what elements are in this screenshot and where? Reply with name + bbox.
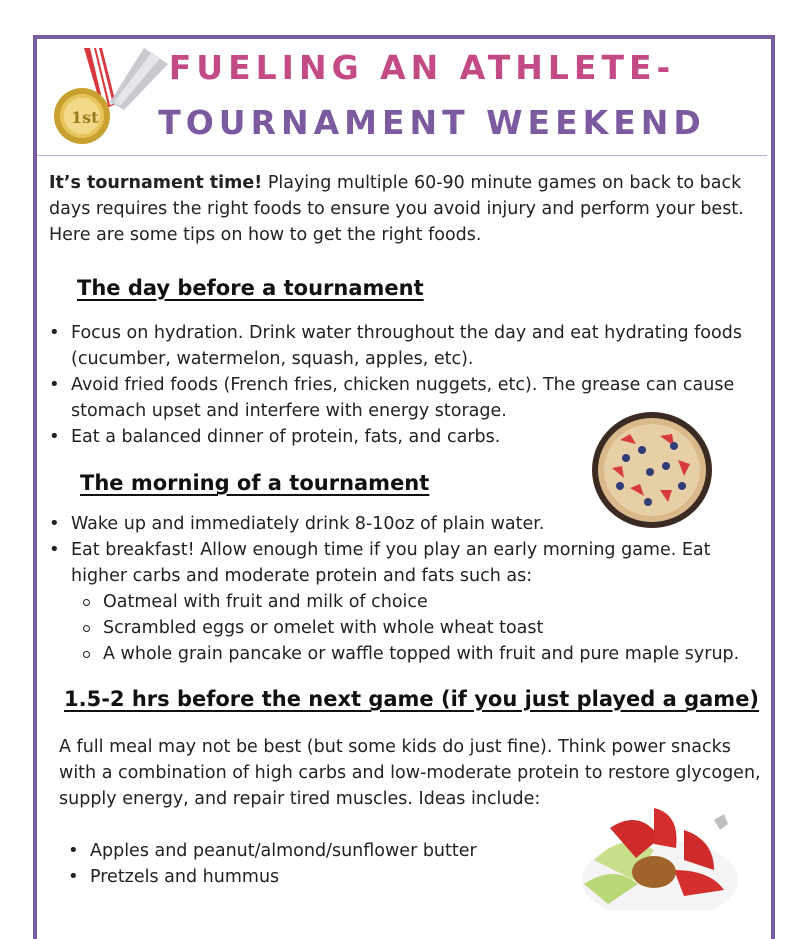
snack-ideas-list [68,838,568,890]
sub-list-item: Scrambled eggs or omelet with whole wheat toast [71,615,749,641]
apple-slices-image [574,800,740,910]
list-item: • Wake up and immediately drink 8-10oz of plain water. [49,511,749,537]
breakfast-ideas-list [71,589,749,667]
page-title-line-1: FUELING AN ATHLETE- [168,48,676,87]
morning-of-list [49,511,749,667]
list-item: • Focus on hydration. Drink water throughout the day and eat hydrating foods (cucumber, watermelon, squash, apples, etc). [49,320,749,372]
sub-list-item: A whole grain pancake or waffle topped with fruit and pure maple syrup. [71,641,749,667]
list-item: • Eat a balanced dinner of protein, fats, and carbs. [49,424,749,450]
before-next-game-paragraph: A full meal may not be best (but some kids do just fine). Think power snacks with a combination of high carbs and low-moderate protein to restore glycogen, supply energy, and repair tired muscles. Ideas include: [59,737,761,809]
title-divider [37,155,767,156]
list-item-text: Eat breakfast! Allow enough time if you play an early morning game. Eat higher carbs and moderate protein and fats such as: [71,540,711,586]
intro-paragraph [49,170,769,248]
heading-before-next-game: 1.5-2 hrs before the next game (if you just played a game) [64,687,760,711]
list-item [49,537,749,667]
heading-morning-of: The morning of a tournament [80,471,430,495]
intro-text: Playing multiple 60-90 minute games on back to back days requires the right foods to ensure you avoid injury and perform your best. Here are some tips on how to get the right foods. [49,173,744,245]
sub-list-item: Oatmeal with fruit and milk of choice [71,589,749,615]
list-item: • Apples and peanut/almond/sunflower butter [68,838,568,864]
list-item: • Avoid fried foods (French fries, chicken nuggets, etc). The grease can cause stomach upset and interfere with energy storage. [49,372,749,424]
intro-bold: It’s tournament time! [49,173,263,193]
heading-day-before: The day before a tournament [77,276,424,300]
svg-text:1st: 1st [71,108,99,127]
page-title-line-2: TOURNAMENT WEEKEND [158,103,706,142]
list-item: • Pretzels and hummus [68,864,568,890]
